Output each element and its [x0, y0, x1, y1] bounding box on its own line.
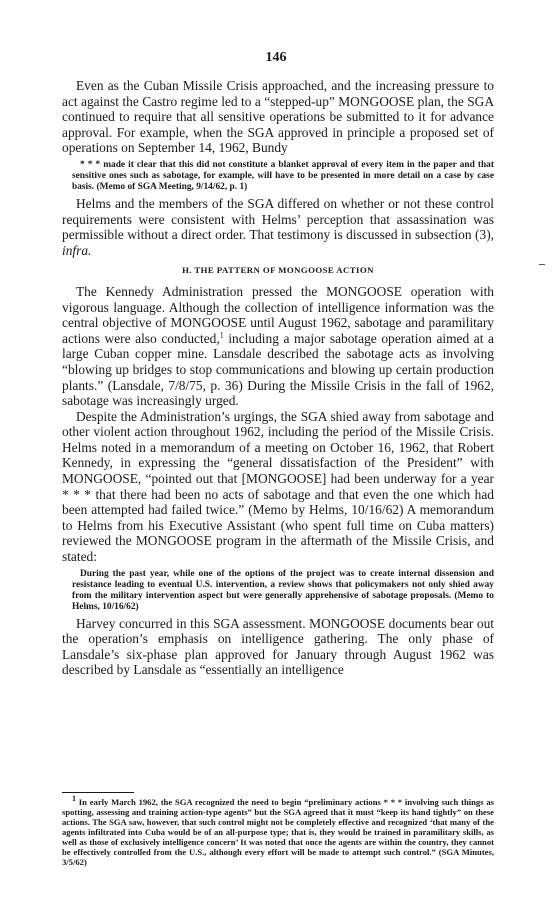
block-quote-bundy: * * * made it clear that this did not constitute a blanket approval of every item in the paper and that sensitive ones such as sabotage, for example, will have to be presented in more detail on a case by case basis. (Memo of SGA Meeting, 9/14/62, p. 1) — [72, 159, 494, 192]
footnote — [62, 794, 494, 867]
footnote-reference: 1 — [219, 330, 224, 340]
paragraph-harvey-concurred: Harvey concurred in this SGA assessment. MONGOOSE documents bear out the operation’s emphasis on intelligence gathering. The only phase of Lansdale’s six-phase plan approved for January through August 1962 was described by Lansdale as “essentially an intelligence — [62, 615, 494, 678]
block-quote-memo-helms: During the past year, while one of the options of the project was to create internal dissension and resistance leading to eventual U.S. intervention, a review shows that policymakers not only shied away from the military intervention aspect but were generally apprehensive of sabotage proposals. (Memo to Helms, 10/16/62) — [72, 568, 494, 612]
paragraph-helms-sga: Helms and the members of the SGA differed on whether or not these control requirements were consistent with Helms’ perception that assassination was permissible without a direct order. That testimony is discussed in subsection (3), infra. — [62, 195, 494, 258]
footnote-marker: 1 — [72, 794, 76, 804]
paragraph-administration-urgings: Despite the Administration’s urgings, the SGA shied away from sabotage and other violent action throughout 1962, including the period of the Missile Crisis. Helms noted in a memorandum of a meeting on October 16, 1962, that Robert Kennedy, in expressing the “general dissatisfaction of the President” with MONGOOSE, “pointed out that [MONGOOSE] had been underway for a year * * * that there had been no acts of sabotage and that even the one which had been attempted had failed twice.” (Memo by Helms, 10/16/62) A memorandum to Helms from his Executive Assistant (who spent full time on Cuba matters) reviewed the MONGOOSE program in the aftermath of the Missile Crisis, and stated: — [62, 408, 494, 565]
infra-italic: infra. — [62, 242, 92, 258]
margin-mark — [539, 264, 545, 265]
page-number: 146 — [265, 50, 287, 65]
footnote-text: In early March 1962, the SGA recognized the need to begin “preliminary actions * * * involving such things as spotting, assessing and training action-type agents” but the SGA agreed that it must “keep its hand tightly” on these actions. The SGA saw, however, that such control might not be completely effective and recognized ‘that many of the agents infiltrated into Cuba would be of an all-purpose type; that is, they would be trained in paramilitary skills, as well as those of exclusively intelligence concern’ It was noted that once the agents are within the country, they cannot be effectively controlled from the U.S., although every effort will be made to attempt such control.” (SGA Minutes, 3/5/62) — [62, 797, 494, 867]
paragraph-kennedy-administration: The Kennedy Administration pressed the MONGOOSE operation with vigorous language. Although the collection of intelligence information was the central objective of MONGOOSE until August 1962, sabotage and paramilitary actions were also conducted,$^1$ including a major sabotage operation aimed at a large Cuban copper mine. Lansdale described the sabotage acts as involving “blowing up bridges to stop communications and blowing up certain production plants.” (Lansdale, 7/8/75, p. 36) During the Missile Crisis in the fall of 1962, sabotage was increasingly urged. — [62, 283, 495, 409]
footnote-divider — [62, 792, 134, 793]
section-heading: H. THE PATTERN OF MONGOOSE ACTION — [182, 265, 374, 276]
paragraph-cuban-missile-crisis: Even as the Cuban Missile Crisis approached, and the increasing pressure to act against the Castro regime led to a “stepped-up” MONGOOSE plan, the SGA continued to require that all sensitive operations be submitted to it for advance approval. For example, when the SGA approved in principle a proposed set of operations on September 14, 1962, Bundy — [62, 78, 494, 156]
body-text — [62, 78, 494, 678]
